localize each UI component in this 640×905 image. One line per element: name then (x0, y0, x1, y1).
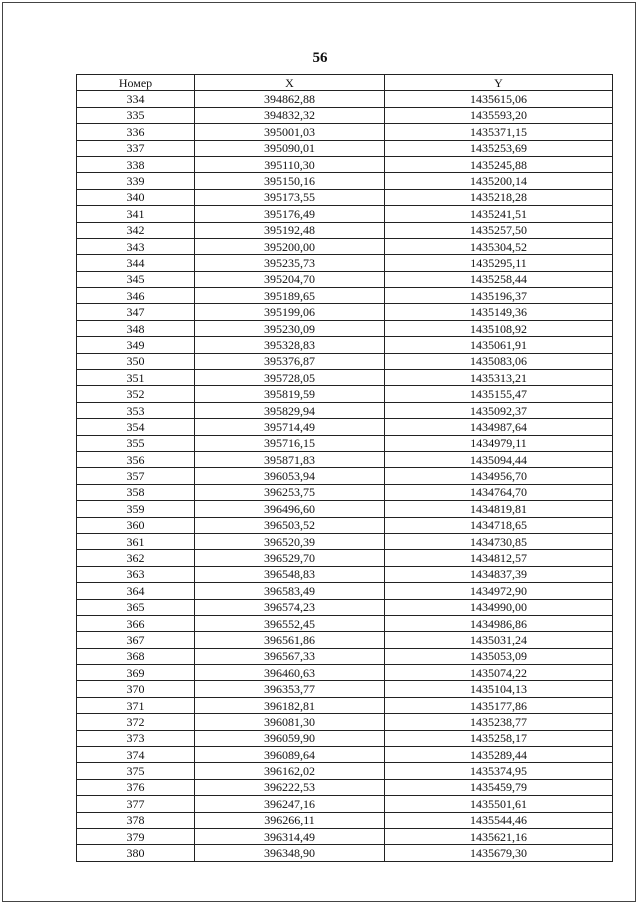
y-coordinate-cell: 1435621,16 (385, 828, 613, 844)
table-row (77, 238, 613, 254)
table-row (77, 566, 613, 582)
point-number-cell: 345 (77, 271, 195, 287)
table-row (77, 320, 613, 336)
point-number-cell: 347 (77, 304, 195, 320)
table-row (77, 714, 613, 730)
point-number-cell: 369 (77, 665, 195, 681)
y-coordinate-cell: 1435313,21 (385, 370, 613, 386)
y-coordinate-cell: 1435200,14 (385, 173, 613, 189)
y-coordinate-cell: 1435289,44 (385, 747, 613, 763)
table-row (77, 107, 613, 123)
x-coordinate-cell: 395204,70 (195, 271, 385, 287)
x-coordinate-cell: 396081,30 (195, 714, 385, 730)
x-coordinate-cell: 396460,63 (195, 665, 385, 681)
y-coordinate-cell: 1434718,65 (385, 517, 613, 533)
point-number-cell: 368 (77, 648, 195, 664)
table-row (77, 304, 613, 320)
column-header-x: X (195, 75, 385, 91)
x-coordinate-cell: 396548,83 (195, 566, 385, 582)
point-number-cell: 335 (77, 107, 195, 123)
point-number-cell: 354 (77, 419, 195, 435)
y-coordinate-cell: 1434956,70 (385, 468, 613, 484)
x-coordinate-cell: 396247,16 (195, 796, 385, 812)
table-row (77, 140, 613, 156)
x-coordinate-cell: 396059,90 (195, 730, 385, 746)
x-coordinate-cell: 395328,83 (195, 337, 385, 353)
x-coordinate-cell: 396503,52 (195, 517, 385, 533)
x-coordinate-cell: 395728,05 (195, 370, 385, 386)
point-number-cell: 357 (77, 468, 195, 484)
point-number-cell: 363 (77, 566, 195, 582)
x-coordinate-cell: 396348,90 (195, 845, 385, 861)
table-row (77, 648, 613, 664)
table-row (77, 468, 613, 484)
y-coordinate-cell: 1435031,24 (385, 632, 613, 648)
point-number-cell: 358 (77, 484, 195, 500)
y-coordinate-cell: 1434990,00 (385, 599, 613, 615)
point-number-cell: 365 (77, 599, 195, 615)
table-row (77, 665, 613, 681)
point-number-cell: 377 (77, 796, 195, 812)
point-number-cell: 360 (77, 517, 195, 533)
table-row (77, 681, 613, 697)
point-number-cell: 340 (77, 189, 195, 205)
y-coordinate-cell: 1435593,20 (385, 107, 613, 123)
y-coordinate-cell: 1435092,37 (385, 402, 613, 418)
table-row (77, 484, 613, 500)
table-row (77, 222, 613, 238)
x-coordinate-cell: 394832,32 (195, 107, 385, 123)
x-coordinate-cell: 395230,09 (195, 320, 385, 336)
y-coordinate-cell: 1434972,90 (385, 583, 613, 599)
y-coordinate-cell: 1435258,17 (385, 730, 613, 746)
x-coordinate-cell: 396053,94 (195, 468, 385, 484)
x-coordinate-cell: 395871,83 (195, 451, 385, 467)
y-coordinate-cell: 1434987,64 (385, 419, 613, 435)
table-row (77, 779, 613, 795)
y-coordinate-cell: 1434979,11 (385, 435, 613, 451)
table-row (77, 386, 613, 402)
x-coordinate-cell: 394862,88 (195, 91, 385, 107)
y-coordinate-cell: 1435544,46 (385, 812, 613, 828)
table-row (77, 599, 613, 615)
point-number-cell: 370 (77, 681, 195, 697)
table-row (77, 845, 613, 861)
point-number-cell: 361 (77, 533, 195, 549)
point-number-cell: 353 (77, 402, 195, 418)
table-header-row (77, 75, 613, 91)
y-coordinate-cell: 1435371,15 (385, 124, 613, 140)
y-coordinate-cell: 1435238,77 (385, 714, 613, 730)
point-number-cell: 355 (77, 435, 195, 451)
y-coordinate-cell: 1435295,11 (385, 255, 613, 271)
x-coordinate-cell: 396520,39 (195, 533, 385, 549)
table-row (77, 517, 613, 533)
y-coordinate-cell: 1435615,06 (385, 91, 613, 107)
column-header-y: Y (385, 75, 613, 91)
point-number-cell: 356 (77, 451, 195, 467)
table-row (77, 697, 613, 713)
table-row (77, 255, 613, 271)
y-coordinate-cell: 1435218,28 (385, 189, 613, 205)
y-coordinate-cell: 1434837,39 (385, 566, 613, 582)
x-coordinate-cell: 396574,23 (195, 599, 385, 615)
x-coordinate-cell: 395189,65 (195, 288, 385, 304)
x-coordinate-cell: 395110,30 (195, 156, 385, 172)
x-coordinate-cell: 396567,33 (195, 648, 385, 664)
y-coordinate-cell: 1435083,06 (385, 353, 613, 369)
x-coordinate-cell: 395829,94 (195, 402, 385, 418)
x-coordinate-cell: 396583,49 (195, 583, 385, 599)
table-row (77, 796, 613, 812)
x-coordinate-cell: 396089,64 (195, 747, 385, 763)
point-number-cell: 372 (77, 714, 195, 730)
point-number-cell: 380 (77, 845, 195, 861)
point-number-cell: 375 (77, 763, 195, 779)
x-coordinate-cell: 396182,81 (195, 697, 385, 713)
point-number-cell: 373 (77, 730, 195, 746)
x-coordinate-cell: 395173,55 (195, 189, 385, 205)
point-number-cell: 378 (77, 812, 195, 828)
y-coordinate-cell: 1435155,47 (385, 386, 613, 402)
table-row (77, 271, 613, 287)
x-coordinate-cell: 395150,16 (195, 173, 385, 189)
y-coordinate-cell: 1434730,85 (385, 533, 613, 549)
y-coordinate-cell: 1435501,61 (385, 796, 613, 812)
table-row (77, 173, 613, 189)
x-coordinate-cell: 395001,03 (195, 124, 385, 140)
point-number-cell: 338 (77, 156, 195, 172)
table-row (77, 730, 613, 746)
table-row (77, 288, 613, 304)
y-coordinate-cell: 1435149,36 (385, 304, 613, 320)
point-number-cell: 359 (77, 501, 195, 517)
table-row (77, 812, 613, 828)
point-number-cell: 348 (77, 320, 195, 336)
table-row (77, 156, 613, 172)
table-row (77, 435, 613, 451)
x-coordinate-cell: 395235,73 (195, 255, 385, 271)
y-coordinate-cell: 1435258,44 (385, 271, 613, 287)
table-row (77, 419, 613, 435)
point-number-cell: 344 (77, 255, 195, 271)
y-coordinate-cell: 1435108,92 (385, 320, 613, 336)
y-coordinate-cell: 1435245,88 (385, 156, 613, 172)
x-coordinate-cell: 395199,06 (195, 304, 385, 320)
table-row (77, 189, 613, 205)
point-number-cell: 342 (77, 222, 195, 238)
point-number-cell: 371 (77, 697, 195, 713)
y-coordinate-cell: 1435196,37 (385, 288, 613, 304)
y-coordinate-cell: 1435053,09 (385, 648, 613, 664)
y-coordinate-cell: 1434764,70 (385, 484, 613, 500)
y-coordinate-cell: 1435094,44 (385, 451, 613, 467)
table-row (77, 91, 613, 107)
x-coordinate-cell: 396353,77 (195, 681, 385, 697)
point-number-cell: 346 (77, 288, 195, 304)
y-coordinate-cell: 1434986,86 (385, 615, 613, 631)
point-number-cell: 364 (77, 583, 195, 599)
table-row (77, 615, 613, 631)
page-number: 56 (312, 50, 328, 66)
y-coordinate-cell: 1435679,30 (385, 845, 613, 861)
y-coordinate-cell: 1435253,69 (385, 140, 613, 156)
y-coordinate-cell: 1435374,95 (385, 763, 613, 779)
table-row (77, 337, 613, 353)
point-number-cell: 376 (77, 779, 195, 795)
y-coordinate-cell: 1434819,81 (385, 501, 613, 517)
point-number-cell: 343 (77, 238, 195, 254)
point-number-cell: 334 (77, 91, 195, 107)
point-number-cell: 350 (77, 353, 195, 369)
point-number-cell: 341 (77, 206, 195, 222)
point-number-cell: 374 (77, 747, 195, 763)
table-row (77, 124, 613, 140)
coordinates-table (76, 74, 613, 862)
x-coordinate-cell: 396266,11 (195, 812, 385, 828)
table-row (77, 583, 613, 599)
x-coordinate-cell: 396222,53 (195, 779, 385, 795)
x-coordinate-cell: 396162,02 (195, 763, 385, 779)
y-coordinate-cell: 1435304,52 (385, 238, 613, 254)
x-coordinate-cell: 396529,70 (195, 550, 385, 566)
table-row (77, 353, 613, 369)
point-number-cell: 352 (77, 386, 195, 402)
point-number-cell: 336 (77, 124, 195, 140)
table-row (77, 763, 613, 779)
x-coordinate-cell: 395176,49 (195, 206, 385, 222)
table-row (77, 550, 613, 566)
x-coordinate-cell: 396314,49 (195, 828, 385, 844)
y-coordinate-cell: 1435177,86 (385, 697, 613, 713)
point-number-cell: 367 (77, 632, 195, 648)
point-number-cell: 379 (77, 828, 195, 844)
point-number-cell: 349 (77, 337, 195, 353)
x-coordinate-cell: 396496,60 (195, 501, 385, 517)
column-header-number: Номер (77, 75, 195, 91)
point-number-cell: 339 (77, 173, 195, 189)
x-coordinate-cell: 396552,45 (195, 615, 385, 631)
x-coordinate-cell: 395090,01 (195, 140, 385, 156)
x-coordinate-cell: 395716,15 (195, 435, 385, 451)
x-coordinate-cell: 396253,75 (195, 484, 385, 500)
y-coordinate-cell: 1435257,50 (385, 222, 613, 238)
y-coordinate-cell: 1435241,51 (385, 206, 613, 222)
table-row (77, 632, 613, 648)
table-row (77, 501, 613, 517)
x-coordinate-cell: 396561,86 (195, 632, 385, 648)
point-number-cell: 351 (77, 370, 195, 386)
x-coordinate-cell: 395819,59 (195, 386, 385, 402)
table-row (77, 370, 613, 386)
y-coordinate-cell: 1434812,57 (385, 550, 613, 566)
table-row (77, 533, 613, 549)
table-row (77, 402, 613, 418)
table-row (77, 451, 613, 467)
x-coordinate-cell: 395714,49 (195, 419, 385, 435)
x-coordinate-cell: 395192,48 (195, 222, 385, 238)
point-number-cell: 366 (77, 615, 195, 631)
y-coordinate-cell: 1435074,22 (385, 665, 613, 681)
point-number-cell: 362 (77, 550, 195, 566)
y-coordinate-cell: 1435061,91 (385, 337, 613, 353)
table-row (77, 747, 613, 763)
x-coordinate-cell: 395200,00 (195, 238, 385, 254)
table-row (77, 828, 613, 844)
x-coordinate-cell: 395376,87 (195, 353, 385, 369)
y-coordinate-cell: 1435459,79 (385, 779, 613, 795)
point-number-cell: 337 (77, 140, 195, 156)
table-row (77, 206, 613, 222)
y-coordinate-cell: 1435104,13 (385, 681, 613, 697)
